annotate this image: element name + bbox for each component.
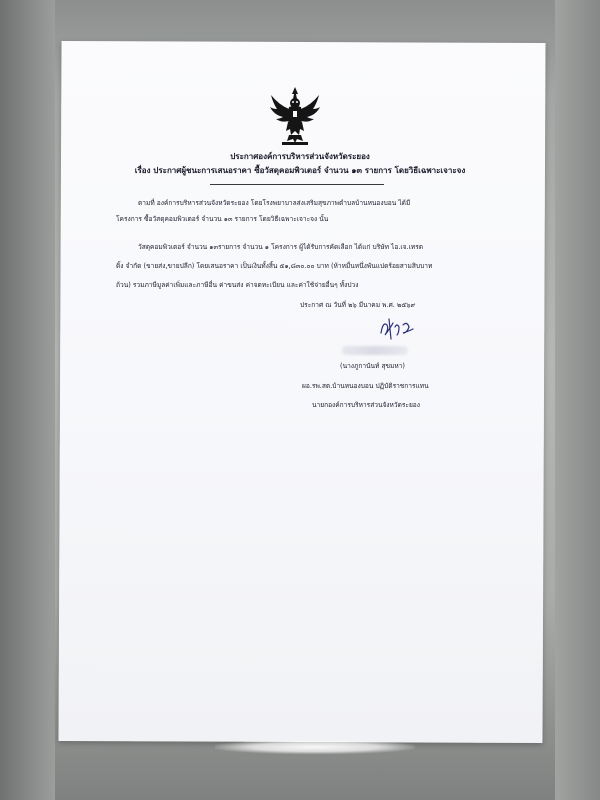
paragraph2-line3: ถ้วน) รวมภาษีมูลค่าเพิ่มและภาษีอื่น ค่าขนส่ง ค่าจดทะเบียน และค่าใช้จ่ายอื่นๆ ทั้งปวง (116, 281, 359, 289)
document-subject: เรื่อง ประกาศผู้ชนะการเสนอราคา ซื้อวัสดุคอมพิวเตอร์ จำนวน ๑๓ รายการ โดยวิธีเฉพาะเจาะจง (134, 166, 466, 175)
redacted-name-blur (342, 346, 408, 355)
signer-position-line2: นายกองค์การบริหารส่วนจังหวัดระยอง (312, 401, 420, 409)
handwritten-signature (377, 315, 419, 343)
signer-position-line1: ผอ.รพ.สต.บ้านหนองบอน ปฏิบัติราชการแทน (302, 382, 429, 390)
background-left-frame (0, 0, 55, 800)
paragraph1-line2: โครงการ ซื้อวัสดุคอมพิวเตอร์ จำนวน ๑๓ รายการ โดยวิธีเฉพาะเจาะจง นั้น (116, 215, 329, 223)
garuda-emblem-icon (267, 85, 323, 147)
light-reflection (215, 740, 415, 754)
signer-name: (นางภูกานันท์ สุขมหา) (340, 362, 406, 370)
title-divider (210, 184, 384, 185)
announced-date: ประกาศ ณ วันที่ ๒๖ มีนาคม พ.ศ. ๒๕๖๙ (300, 301, 416, 309)
paragraph1-line1: ตามที่ องค์การบริหารส่วนจังหวัดระยอง โดยโรงพยาบาลส่งเสริมสุขภาพตำบลบ้านหนองบอน ได้มี (138, 199, 411, 207)
paragraph2-line1: วัสดุคอมพิวเตอร์ จำนวน ๑๓รายการ จำนวน ๑ โครงการ ผู้ได้รับการคัดเลือก ได้แก่ บริษัท ไอ.เจ.เทรด (138, 243, 424, 251)
background-right-frame (555, 0, 600, 800)
document-title: ประกาศองค์การบริหารส่วนจังหวัดระยอง (230, 152, 370, 161)
paragraph2-line2: ดิ้ง จำกัด (ขายส่ง,ขายปลีก) โดยเสนอราคา เป็นเงินทั้งสิ้น ๕๑,๘๓๐.๐๐ บาท (ห้าหมื่นหนึ่งพันแปดร้อยสามสิบบาท (116, 262, 433, 270)
